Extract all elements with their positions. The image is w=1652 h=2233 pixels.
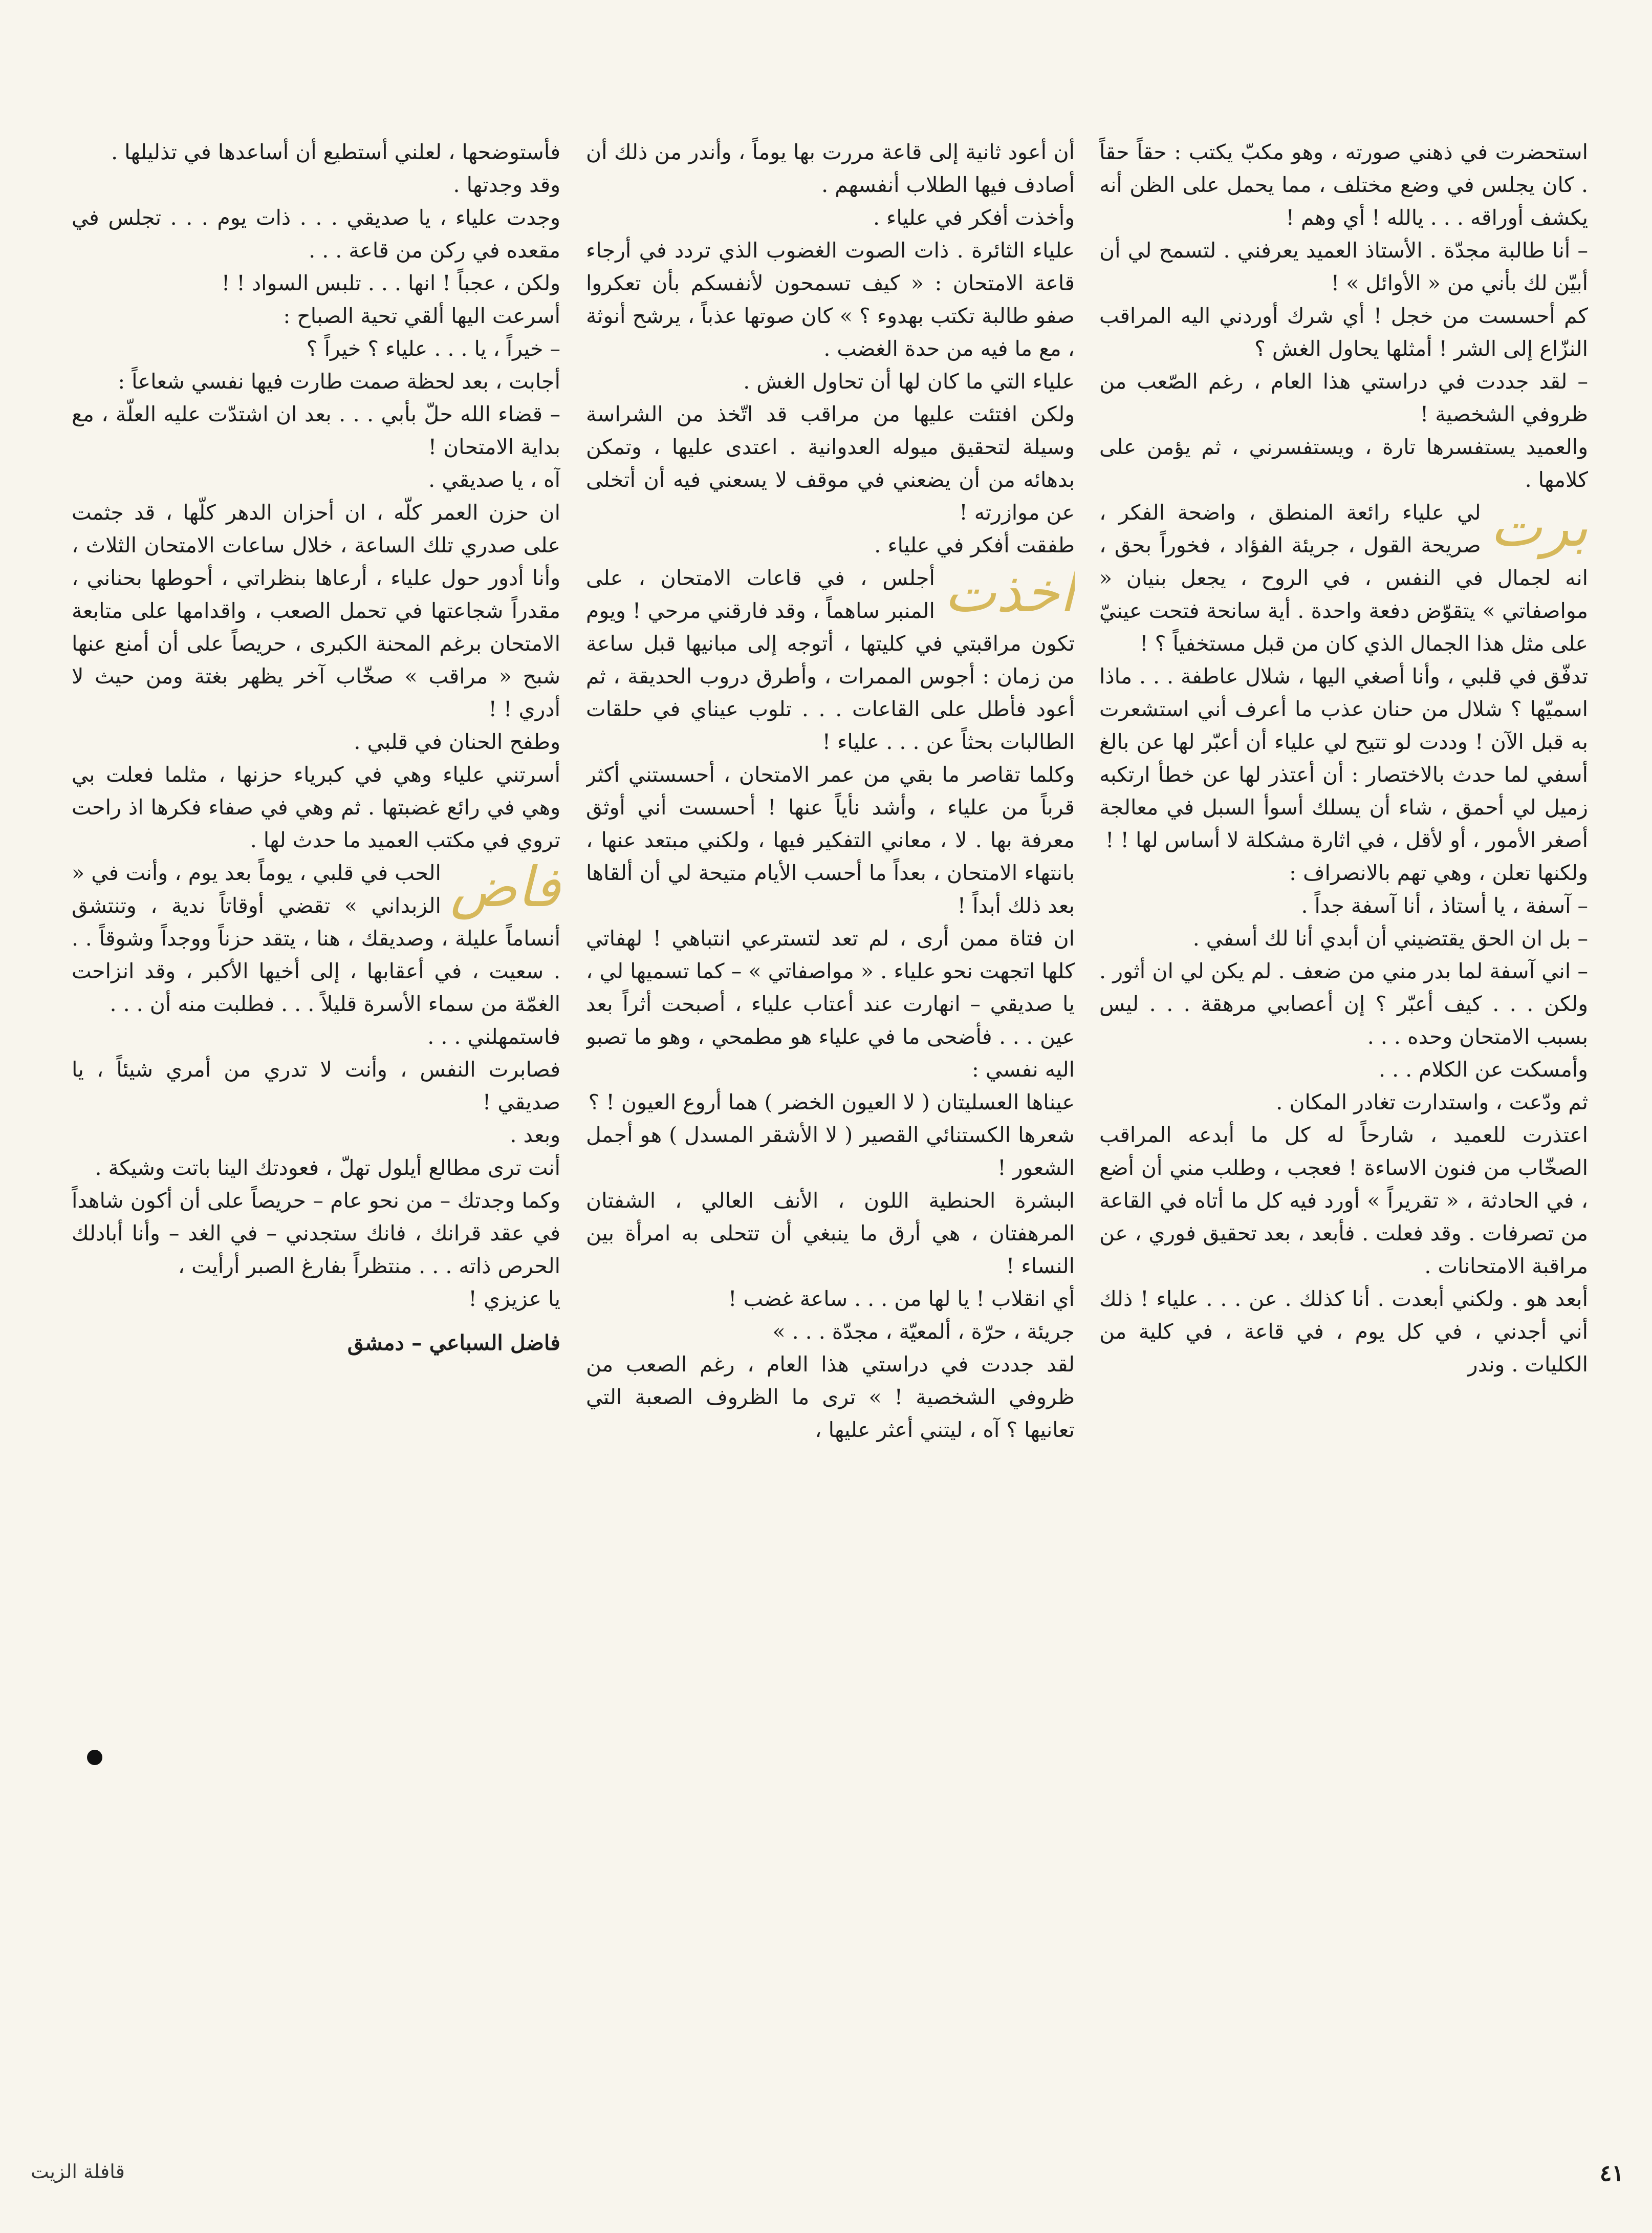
paragraph: وقد وجدتها . xyxy=(453,173,560,197)
paragraph: وأمسكت عن الكلام . . . xyxy=(1379,1057,1588,1082)
paragraph: طفقت أفكر في علياء . xyxy=(874,533,1075,557)
paragraph: – اني آسفة لما بدر مني من ضعف . لم يكن لي ان أثور . ولكن . . . كيف أعبّر ؟ إن أعصابي مرهقة . . . ليس بسبب الامتحان وحده . . . xyxy=(1099,959,1588,1049)
end-of-article-mark xyxy=(87,1750,102,1765)
paragraph: آه ، يا صديقي . xyxy=(428,467,560,492)
author-signature: فاضل السباعي – دمشق xyxy=(347,1330,560,1355)
paragraph: والعميد يستفسرها تارة ، ويستفسرني ، ثم يؤمن على كلامها . xyxy=(1099,435,1588,492)
paragraph: أي انقلاب ! يا لها من . . . ساعة غضب ! xyxy=(728,1286,1075,1311)
paragraph: وجدت علياء ، يا صديقي . . . ذات يوم . . . تجلس في مقعده في ركن من قاعة . . . xyxy=(72,205,560,263)
paragraph: البشرة الحنطية اللون ، الأنف العالي ، الشفتان المرهفتان ، هي أرق ما ينبغي أن تتحلى به امرأة بين النساء ! xyxy=(586,1188,1075,1278)
paragraph: ولكن افتئت عليها من مراقب قد اتّخذ من الشراسة وسيلة لتحقيق ميوله العدوانية . اعتدى عليها ، وتمكن بدهائه من أن يضعني في موقف لا يسعني فيه أن أتخلى عن موازرته ! xyxy=(586,402,1075,525)
paragraph: وكلما تقاصر ما بقي من عمر الامتحان ، أحسستني أكثر قرباً من علياء ، وأشد نأياً عنها ! أحسست أني أوثق معرفة بها . لا ، معاني التفكير فيها ، ولكني مبتعد عنها ، بانتهاء الامتحان ، بعداً ما أحسب الأيام متيحة لي أن ألقاها بعد ذلك أبداً ! xyxy=(586,762,1075,918)
paragraph: – قضاء الله حلّ بأبي . . . بعد ان اشتدّت عليه العلّة ، مع بداية الامتحان ! xyxy=(72,402,560,459)
paragraph: – آسفة ، يا أستاذ ، أنا آسفة جداً . xyxy=(1301,893,1588,918)
paragraph: علياء التي ما كان لها أن تحاول الغش . xyxy=(743,369,1075,394)
paragraph: يا عزيزي ! xyxy=(468,1286,560,1311)
paragraph: فاستمهلني . . . xyxy=(427,1024,560,1049)
magazine-name: قافلة الزيت xyxy=(31,2160,125,2183)
paragraph: ولكنها تعلن ، وهي تهم بالانصراف : xyxy=(1289,861,1588,885)
paragraph: – أنا طالبة مجدّة . الأستاذ العميد يعرفني . لتسمح لي أن أبيّن لك بأني من « الأوائل » ! xyxy=(1099,238,1588,295)
paragraph: تدفّق في قلبي ، وأنا أصغي اليها ، شلال عاطفة . . . ماذا اسميّها ؟ شلال من حنان عذب ما أعرف أني استشعرت به قبل الآن ! وددت لو تتيح لي علياء أن أعبّر لها عن بالغ أسفي لما حدث بالاختصار : أن أعتذر لها عن خطأ ارتكبه زميل لي أحمق ، شاء أن يسلك أسوأ السبل في معالجة أصغر الأمور ، أو لأقل ، في اثارة مشكلة لا أساس لها ! ! xyxy=(1099,664,1588,852)
paragraph: أجابت ، بعد لحظة صمت طارت فيها نفسي شعاعاً : xyxy=(118,369,560,394)
decorative-dropcap: برت xyxy=(1490,495,1588,559)
paragraph: شعرها الكستنائي القصير ( لا الأشقر المسدل ) هو أجمل الشعور ! xyxy=(586,1123,1075,1180)
decorative-dropcap: اخذت xyxy=(944,561,1075,625)
paragraph: لي علياء رائعة المنطق ، واضحة الفكر ، صريحة القول ، جريئة الفؤاد ، فخوراً بحق ، انه لجمال في النفس ، في الروح ، يجعل بنيان « مواصفاتي » يتقوّض دفعة واحدة . أية سانحة فتحت عينيّ على مثل هذا الجمال الذي كان من قبل مستخفياً ؟ ! xyxy=(1099,500,1588,656)
paragraph: استحضرت في ذهني صورته ، وهو مكبّ يكتب : حقاً حقاً . كان يجلس في وضع مختلف ، مما يحمل على الظن أنه يكشف أوراقه . . . يالله ! أي وهم ! xyxy=(1099,140,1588,230)
paragraph: وبعد . xyxy=(510,1123,560,1147)
article-column-right xyxy=(1099,136,1588,2091)
paragraph: ولكن ، عجباً ! انها . . . تلبس السواد ! ! xyxy=(221,271,560,295)
paragraph: أسرعت اليها ألقي تحية الصباح : xyxy=(283,304,560,328)
paragraph: ان حزن العمر كلّه ، ان أحزان الدهر كلّها ، قد جثمت على صدري تلك الساعة ، خلال ساعات الامتحان الثلاث ، وأنا أدور حول علياء ، أرعاها بنظراتي ، أحوطها بحناني ، مقدراً شجاعتها في تحمل الصعب ، واقدامها على متابعة الامتحان برغم المحنة الكبرى ، حريصاً على أن أمنع عنها شبح « مراقب » صخّاب آخر يظهر بغتة ومن حيث لا أدري ! ! xyxy=(72,500,560,721)
paragraph: – خيراً ، يا . . . علياء ؟ خيراً ؟ xyxy=(306,336,560,361)
paragraph: – لقد جددت في دراستي هذا العام ، رغم الصّعب من ظروفي الشخصية ! xyxy=(1099,369,1588,426)
paragraph: كم أحسست من خجل ! أي شرك أوردني اليه المراقب النزّاع إلى الشر ! أمثلها يحاول الغش ؟ xyxy=(1099,304,1588,361)
paragraph: – بل ان الحق يقتضيني أن أبدي أنا لك أسفي . xyxy=(1192,926,1588,951)
article-column-middle xyxy=(586,136,1075,2091)
paragraph: فأستوضحها ، لعلني أستطيع أن أساعدها في تذليلها . xyxy=(111,140,560,164)
paragraph: وطفح الحنان في قلبي . xyxy=(354,729,560,754)
paragraph: جريئة ، حرّة ، ألمعيّة ، مجدّة . . . » xyxy=(772,1319,1075,1344)
paragraph: ثم ودّعت ، واستدارت تغادر المكان . xyxy=(1276,1090,1588,1114)
paragraph: الحب في قلبي ، يوماً بعد يوم ، وأنت في « الزبداني » تقضي أوقاتاً ندية ، وتنتشق أنساماً عليلة ، وصديقك ، هنا ، يتقد حزناً ووجداً وشوقاً . . . سعيت ، في أعقابها ، إلى أخيها الأكبر ، وقد انزاحت الغمّة من سماء الأسرة قليلاً . . . فطلبت منه أن . . . xyxy=(72,861,560,1016)
paragraph: وأخذت أفكر في علياء . xyxy=(873,205,1075,230)
paragraph: ان فتاة ممن أرى ، لم تعد لتسترعي انتباهي ! لهفاتي كلها اتجهت نحو علياء . « مواصفاتي » – كما تسميها لي ، يا صديقي – انهارت عند أعتاب علياء ، أصبحت أثراً بعد عين . . . فأضحى ما في علياء هو مطمحي ، وهو ما تصبو اليه نفسي : xyxy=(586,926,1075,1082)
paragraph: اعتذرت للعميد ، شارحاً له كل ما أبدعه المراقب الصخّاب من فنون الاساءة ! فعجب ، وطلب مني أن أضع ، في الحادثة ، « تقريراً » أورد فيه كل ما أتاه في القاعة من تصرفات . وقد فعلت . فأبعد ، بعد تحقيق فوري ، عن مراقبة الامتحانات . xyxy=(1099,1123,1588,1278)
paragraph: علياء الثائرة . ذات الصوت الغضوب الذي تردد في أرجاء قاعة الامتحان : « كيف تسمحون لأنفسكم بأن تعكروا صفو طالبة تكتب بهدوء ؟ » كان صوتها عذباً ، يرشح أنوثة ، مع ما فيه من حدة الغضب . xyxy=(586,238,1075,361)
paragraph: لقد جددت في دراستي هذا العام ، رغم الصعب من ظروفي الشخصية ! » ترى ما الظروف الصعبة التي تعانيها ؟ آه ، ليتني أعثر عليها ، xyxy=(586,1352,1075,1442)
paragraph: فصابرت النفس ، وأنت لا تدري من أمري شيئاً ، يا صديقي ! xyxy=(72,1057,560,1114)
article-column-left xyxy=(72,136,560,2091)
paragraph: أن أعود ثانية إلى قاعة مررت بها يوماً ، وأندر من ذلك أن أصادف فيها الطلاب أنفسهم . xyxy=(586,140,1075,197)
paragraph: وكما وجدتك – من نحو عام – حريصاً على أن أكون شاهداً في عقد قرانك ، فانك ستجدني – في الغد – وأنا أبادلك الحرص ذاته . . . منتظراً بفارغ الصبر أرأيت ، xyxy=(72,1188,560,1278)
paragraph: عيناها العسليتان ( لا العيون الخضر ) هما أروع العيون ! ؟ xyxy=(588,1090,1075,1114)
paragraph: أنت ترى مطالع أيلول تهلّ ، فعودتك الينا باتت وشيكة . xyxy=(95,1155,560,1180)
decorative-dropcap: فاض xyxy=(450,855,560,919)
paragraph: أسرتني علياء وهي في كبرياء حزنها ، مثلما فعلت بي وهي في رائع غضبتها . ثم وهي في صفاء فكرها اذ راحت تروي في مكتب العميد ما حدث لها . xyxy=(72,762,560,852)
paragraph: أبعد هو . ولكني أبعدت . أنا كذلك . عن . . . علياء ! ذلك أني أجدني ، في كل يوم ، في قاعة ، في كلية من الكليات . وندر xyxy=(1099,1286,1588,1377)
paragraph: أجلس ، في قاعات الامتحان ، على المنبر ساهماً ، وقد فارقني مرحي ! ويوم تكون مراقبتي في كليتها ، أتوجه إلى مبانيها قبل ساعة من زمان : أجوس الممرات ، وأطرق دروب الحديقة ، ثم أعود فأطل على القاعات . . . تلوب عيناي في حلقات الطالبات بحثاً عن . . . علياء ! xyxy=(586,566,1075,754)
page-number: ٤١ xyxy=(1599,2160,1624,2186)
